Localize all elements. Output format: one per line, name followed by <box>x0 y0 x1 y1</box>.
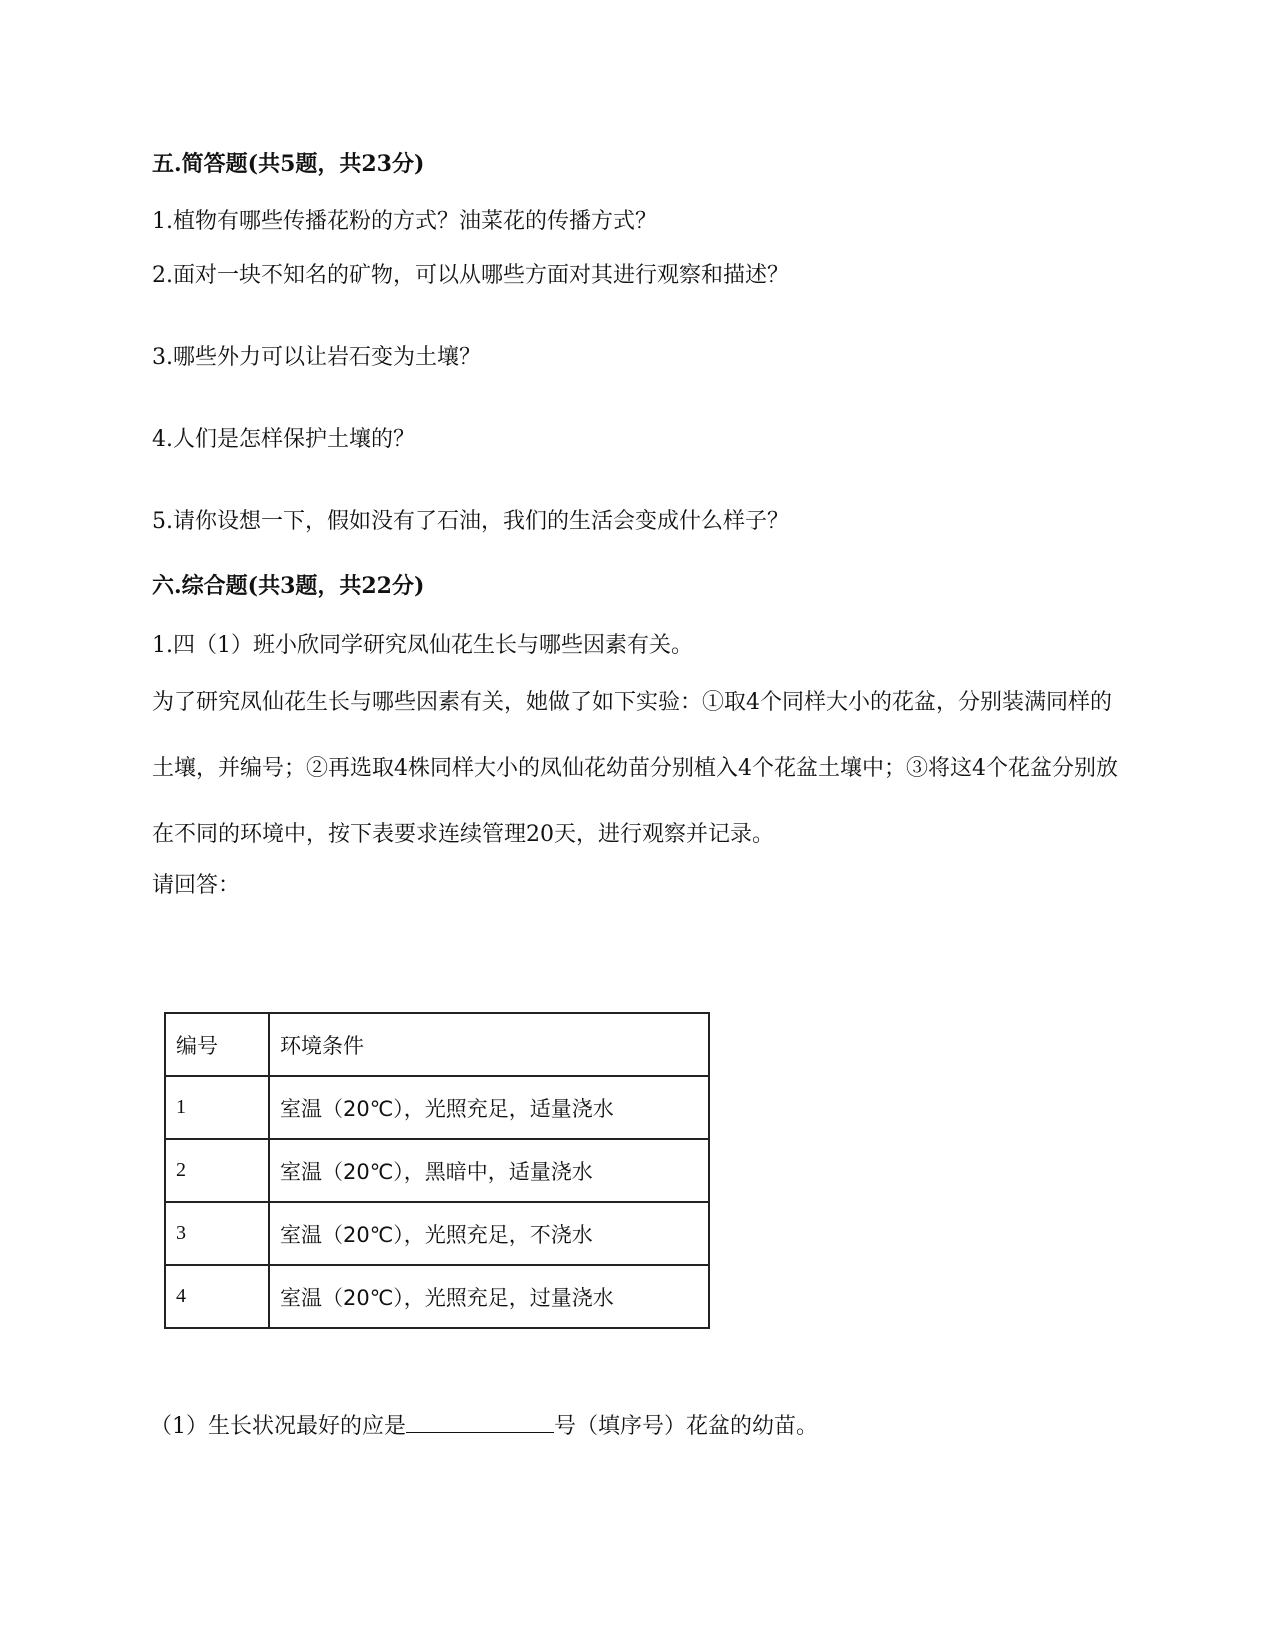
question-6-1-body: 为了研究凤仙花生长与哪些因素有关，她做了如下实验：①取4个同样大小的花盆，分别装满同样的土壤，并编号；②再选取4株同样大小的凤仙花幼苗分别植入4个花盆土壤中；③将这4个花盆分别放在不同的环境中，按下表要求连续管理20天，进行观察并记录。 <box>152 690 1118 847</box>
sub-question-1-after: 号（填序号）花盆的幼苗。 <box>554 1414 819 1439</box>
table-row <box>165 1202 709 1265</box>
header-number: 编号 <box>165 1013 269 1076</box>
question-5-3: 3.哪些外力可以让岩石变为土壤？ <box>152 345 481 370</box>
sub-question-1-before: （1）生长状况最好的应是 <box>150 1414 406 1439</box>
header-condition: 环境条件 <box>269 1013 709 1076</box>
table-row <box>165 1265 709 1328</box>
question-6-1-intro: 1.四（1）班小欣同学研究凤仙花生长与哪些因素有关。 <box>152 633 693 658</box>
row-number: 4 <box>165 1265 269 1328</box>
row-number: 1 <box>165 1076 269 1139</box>
row-condition: 室温（20℃），光照充足，不浇水 <box>269 1202 709 1265</box>
table-row <box>165 1076 709 1139</box>
experiment-table <box>164 1012 710 1329</box>
table-row <box>165 1139 709 1202</box>
question-5-1: 1.植物有哪些传播花粉的方式？油菜花的传播方式？ <box>152 209 657 234</box>
row-condition: 室温（20℃），光照充足，适量浇水 <box>269 1076 709 1139</box>
section-6-heading: 六.综合题(共3题，共22分) <box>152 573 425 599</box>
answer-blank[interactable] <box>406 1412 554 1433</box>
question-5-5: 5.请你设想一下，假如没有了石油，我们的生活会变成什么样子？ <box>152 509 789 534</box>
row-number: 2 <box>165 1139 269 1202</box>
section-5-heading: 五.简答题(共5题，共23分) <box>152 151 425 177</box>
question-5-4: 4.人们是怎样保护土壤的？ <box>152 427 415 452</box>
row-condition: 室温（20℃），黑暗中，适量浇水 <box>269 1139 709 1202</box>
question-5-2: 2.面对一块不知名的矿物，可以从哪些方面对其进行观察和描述？ <box>152 263 789 288</box>
table-header-row <box>165 1013 709 1076</box>
row-condition: 室温（20℃），光照充足，过量浇水 <box>269 1265 709 1328</box>
question-6-1-prompt: 请回答： <box>152 873 241 898</box>
row-number: 3 <box>165 1202 269 1265</box>
sub-question-1 <box>150 1412 818 1442</box>
